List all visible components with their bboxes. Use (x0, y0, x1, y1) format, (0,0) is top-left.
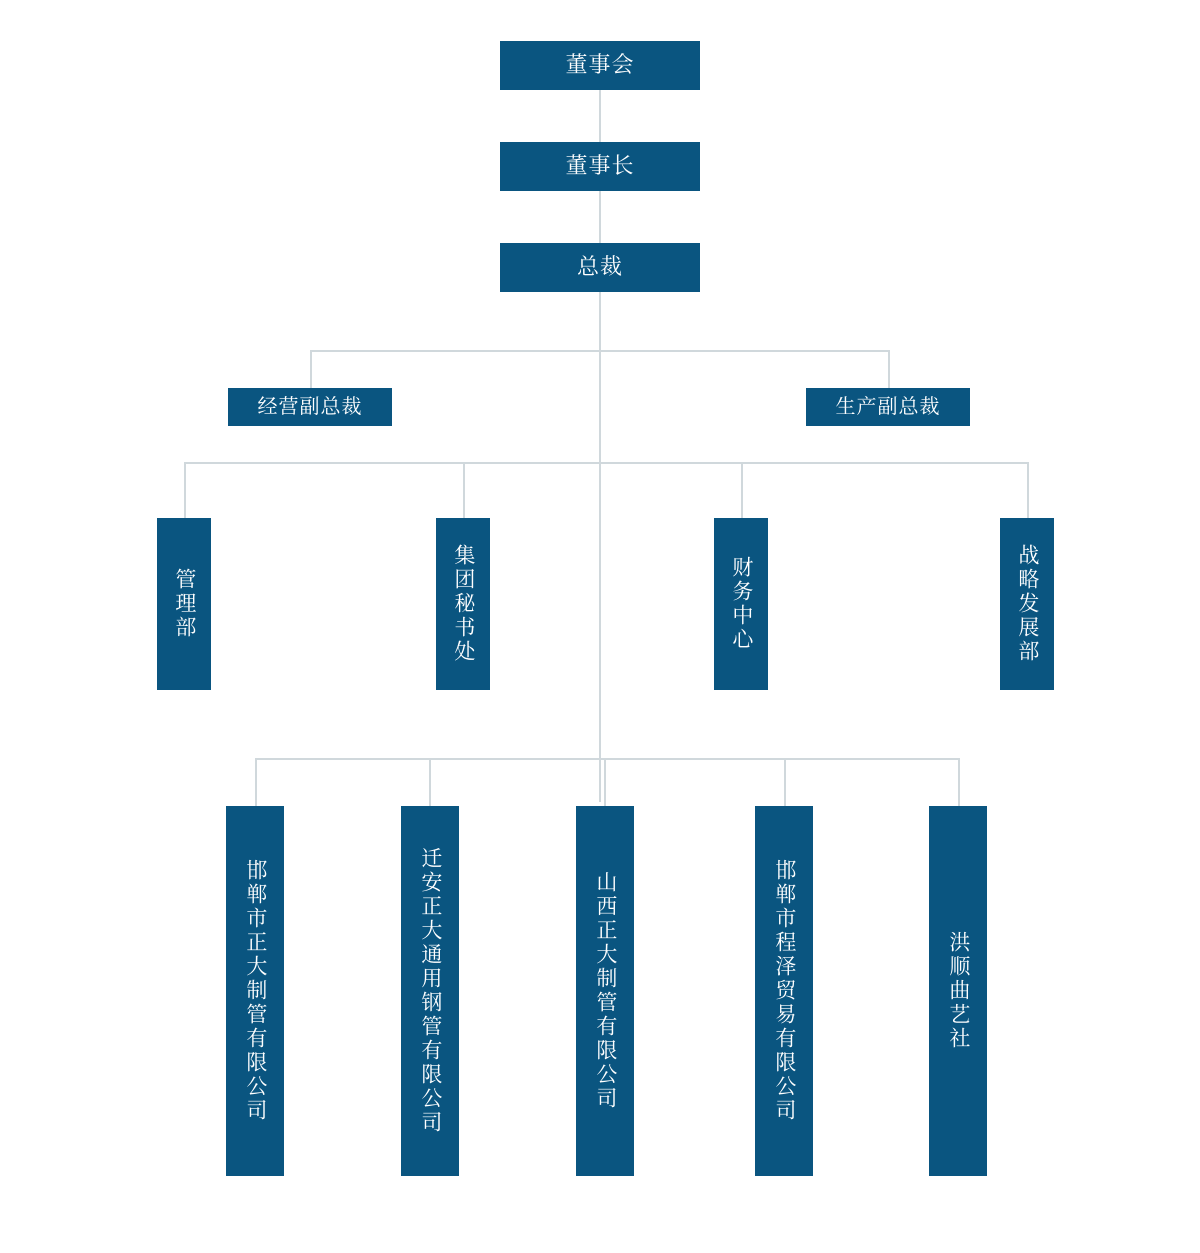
connector-president-spine (599, 292, 601, 802)
node-board-label: 董事会 (565, 52, 635, 78)
node-sub-hongshun[interactable] (929, 806, 987, 1176)
connector-dept-secretariat-drop (463, 462, 465, 518)
connector-vp-production-drop (888, 350, 890, 388)
node-president-label: 总裁 (576, 254, 623, 280)
connector-sub-qianan-zhengda-drop (429, 758, 431, 806)
node-dept-strategy-label: 战略发展部 (1015, 544, 1039, 664)
node-sub-shanxi-zhengda[interactable] (576, 806, 634, 1176)
connector-sub-handan-chengze-drop (784, 758, 786, 806)
connector-dept-management-drop (184, 462, 186, 518)
node-president[interactable] (500, 243, 700, 292)
connector-dept-bus (184, 462, 1028, 464)
node-dept-secretariat[interactable] (436, 518, 490, 690)
node-sub-shanxi-zhengda-label: 山西正大制管有限公司 (593, 871, 617, 1111)
node-sub-qianan-zhengda[interactable] (401, 806, 459, 1176)
node-sub-handan-chengze[interactable] (755, 806, 813, 1176)
connector-sub-shanxi-zhengda-drop (604, 758, 606, 806)
node-sub-handan-zhengda[interactable] (226, 806, 284, 1176)
node-sub-handan-chengze-label: 邯郸市程泽贸易有限公司 (772, 859, 796, 1123)
connector-dept-strategy-drop (1027, 462, 1029, 518)
node-dept-finance-label: 财务中心 (729, 556, 753, 652)
connector-sub-hongshun-drop (958, 758, 960, 806)
node-sub-hongshun-label: 洪顺曲艺社 (946, 931, 970, 1051)
connector-board-chairman (599, 90, 601, 142)
node-board[interactable] (500, 41, 700, 90)
node-dept-management[interactable] (157, 518, 211, 690)
node-vp-production[interactable] (806, 388, 970, 426)
node-dept-strategy[interactable] (1000, 518, 1054, 690)
node-sub-handan-zhengda-label: 邯郸市正大制管有限公司 (243, 859, 267, 1123)
node-vp-production-label: 生产副总裁 (835, 395, 941, 418)
node-chairman[interactable] (500, 142, 700, 191)
node-sub-qianan-zhengda-label: 迁安正大通用钢管有限公司 (418, 847, 442, 1135)
connector-chairman-president (599, 191, 601, 243)
node-chairman-label: 董事长 (565, 153, 635, 179)
connector-dept-finance-drop (741, 462, 743, 518)
node-vp-operations[interactable] (228, 388, 392, 426)
connector-sub-handan-zhengda-drop (255, 758, 257, 806)
connector-vp-operations-drop (310, 350, 312, 388)
connector-vp-bus (310, 350, 890, 352)
node-dept-secretariat-label: 集团秘书处 (451, 544, 475, 664)
node-dept-finance[interactable] (714, 518, 768, 690)
node-vp-operations-label: 经营副总裁 (257, 395, 363, 418)
connector-subsidiary-bus (255, 758, 960, 760)
node-dept-management-label: 管理部 (172, 568, 196, 640)
